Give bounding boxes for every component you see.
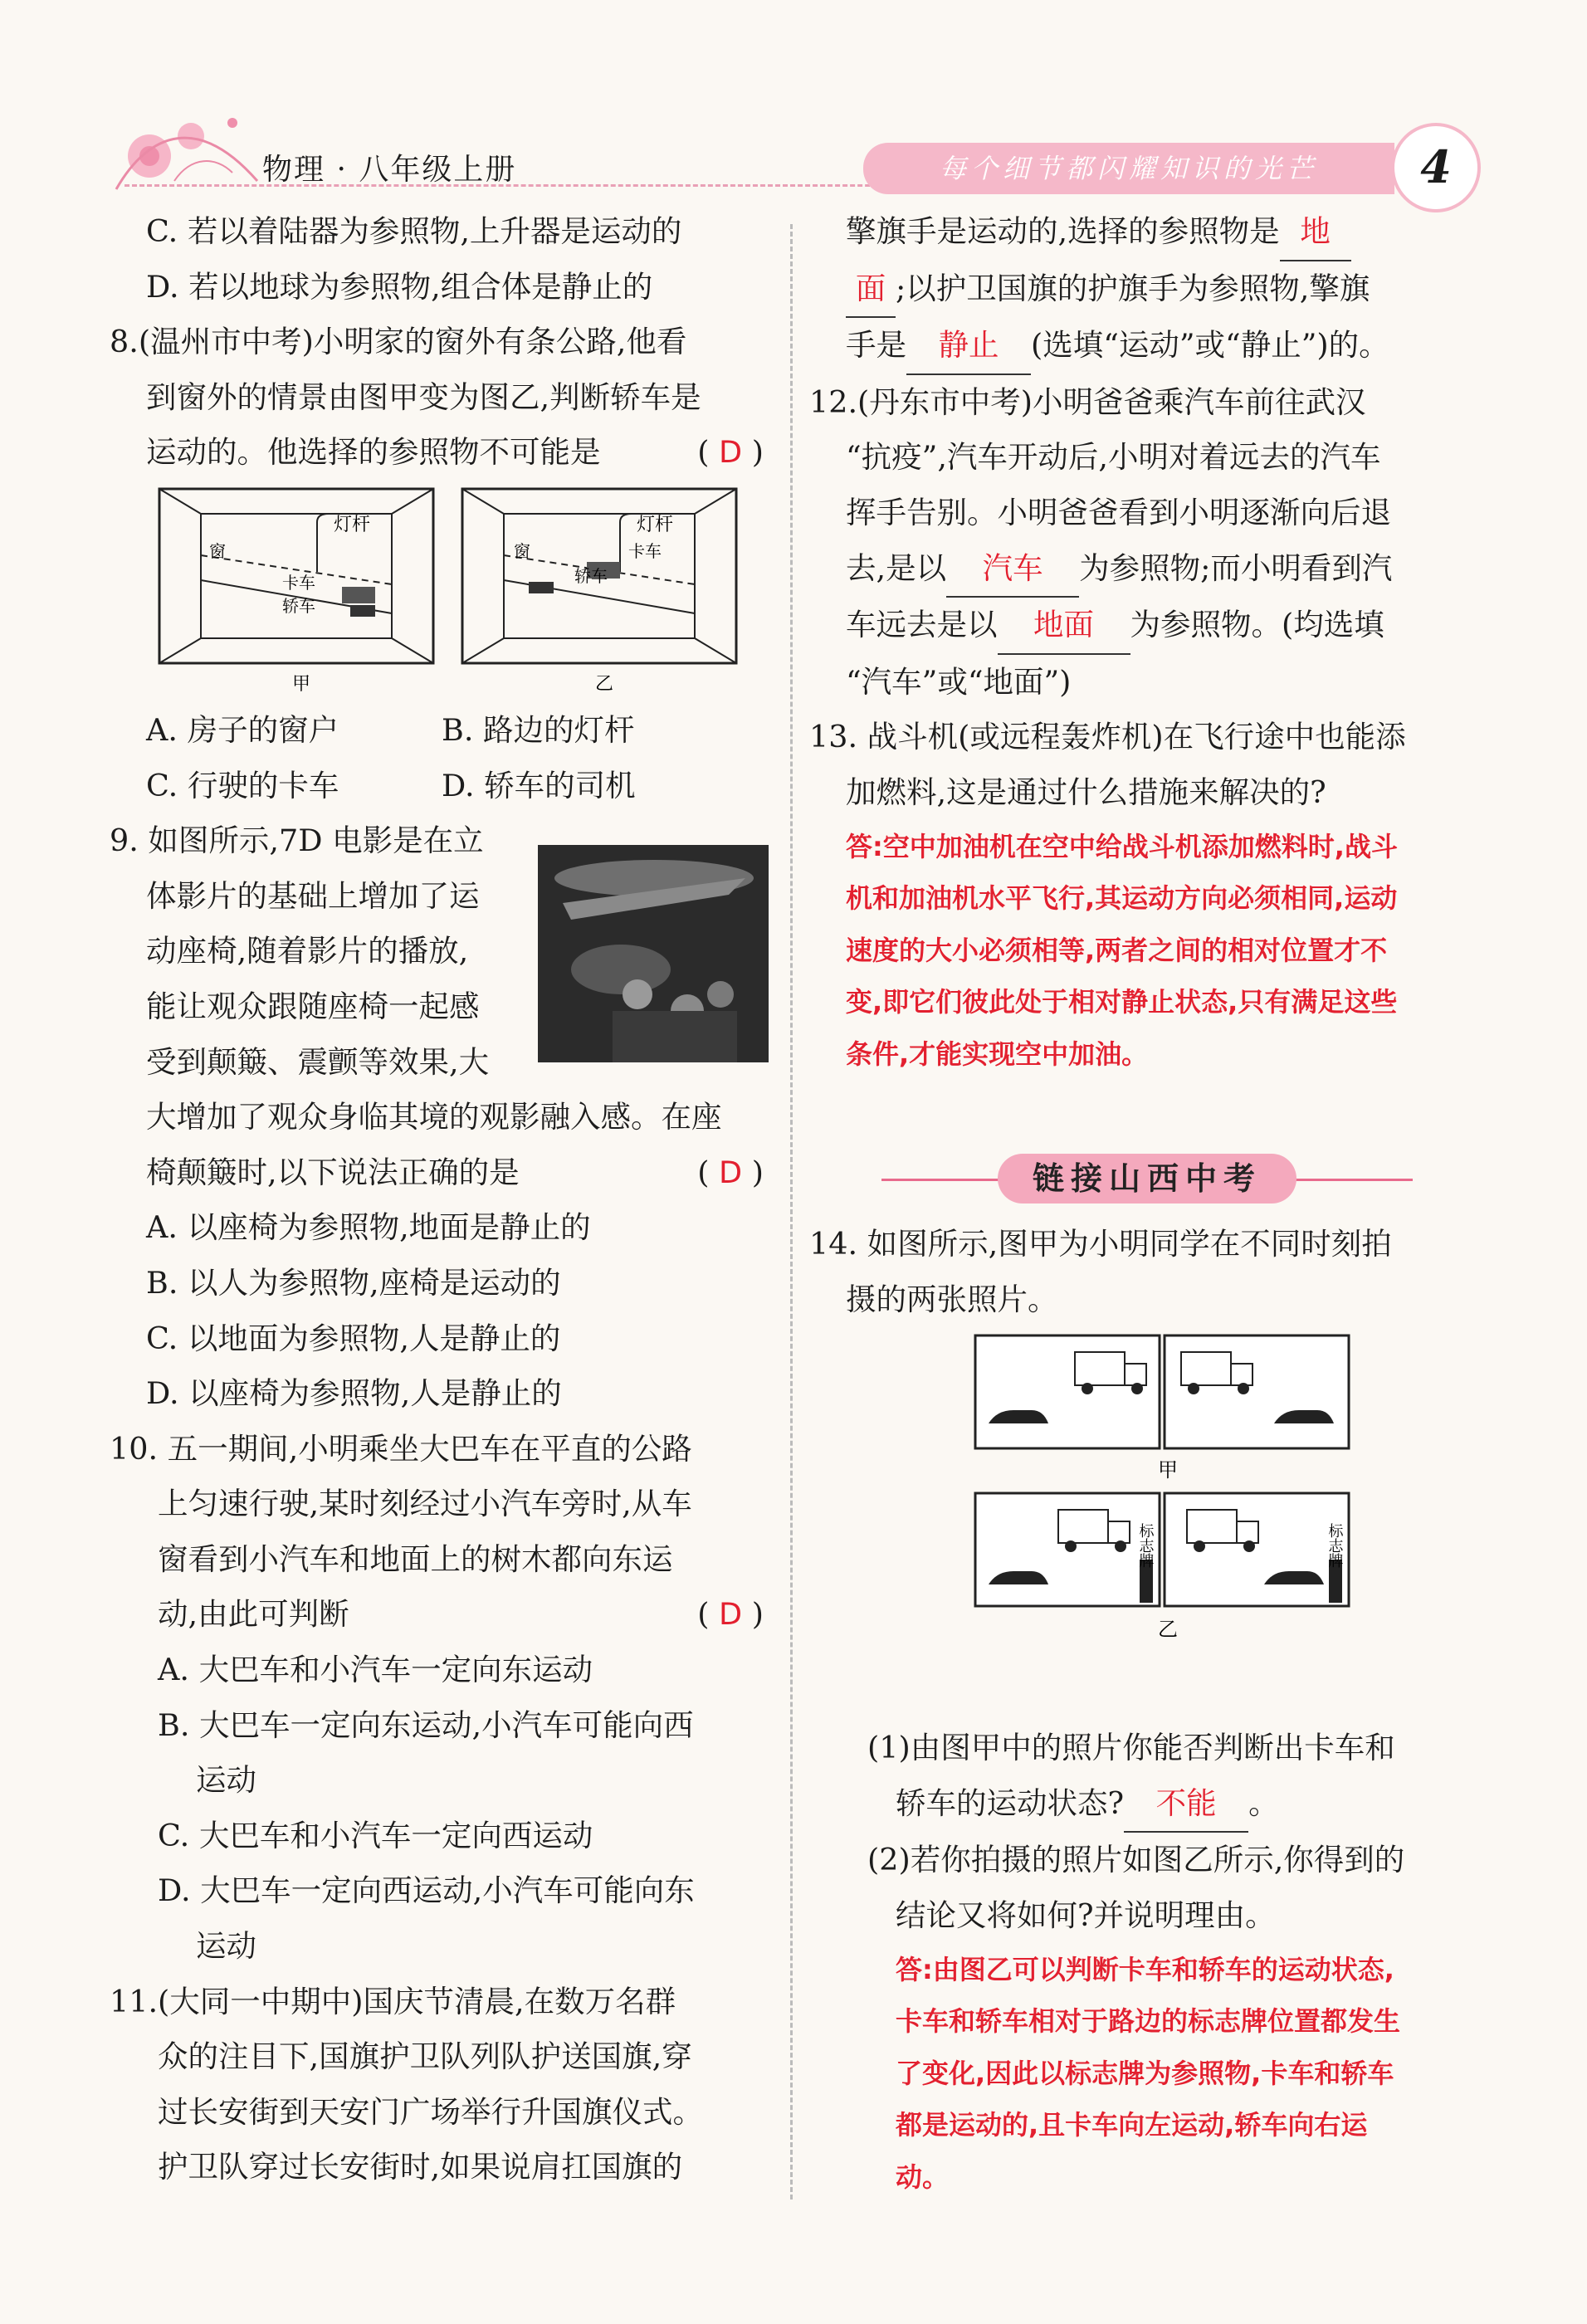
q8-label-pole-jia: 灯杆 xyxy=(334,514,371,535)
section-header xyxy=(881,1154,1413,1204)
q8-option-c: C. 行驶的卡车 xyxy=(146,767,339,803)
right-column xyxy=(809,204,1490,1080)
q11-stem-6: 面 ;以护卫国旗的护旗手为参照物,擎旗 xyxy=(809,261,1490,319)
q9-stem-3: 动座椅,随着影片的播放, xyxy=(146,933,469,969)
q8-label-pole-yi: 灯杆 xyxy=(637,514,674,535)
q8-options-cd xyxy=(110,759,774,814)
q9-stem-2: 体影片的基础上增加了运 xyxy=(146,877,480,914)
q11-answer-blank-1a: 地 xyxy=(1280,204,1351,261)
q11-stem-3: 过长安街到天安门广场举行升国旗仪式。 xyxy=(158,2093,703,2130)
q11-answer-blank-1b: 面 xyxy=(846,261,896,319)
header-slogan: 每个细节都闪耀知识的光芒 xyxy=(863,143,1394,194)
q8-option-a: A. 房子的窗户 xyxy=(146,711,339,748)
page-number: 4 xyxy=(1391,123,1481,212)
q8-option-d: D. 轿车的司机 xyxy=(442,767,636,803)
q14-answer-line: 了变化,因此以标志牌为参照物,卡车和轿车 xyxy=(896,2057,1394,2089)
q9-stem-4: 能让观众跟随座椅一起感 xyxy=(146,988,480,1024)
q12-answer-blank-1: 汽车 xyxy=(946,541,1079,598)
q9-stem-7: 椅颠簸时,以下说法正确的是 ( D ) xyxy=(146,1154,764,1190)
q9-stem-5: 受到颠簸、震颤等效果,大 xyxy=(146,1043,490,1080)
q12-stem-3: 挥手告别。小明爸爸看到小明逐渐向后退 xyxy=(846,494,1391,530)
q11-stem-1: 11.(大同一中期中)国庆节清晨,在数万名群 xyxy=(110,1983,676,2019)
q8-stem-3: 运动的。他选择的参照物不可能是 ( D ) xyxy=(146,434,764,471)
q12-stem-1: 12.(丹东市中考)小明爸爸乘汽车前往武汉 xyxy=(809,383,1366,420)
q14-photo-yi-2 xyxy=(1165,1493,1349,1606)
q9-option-a: A. 以座椅为参照物,地面是静止的 xyxy=(146,1209,591,1246)
q9-stem-1: 9. 如图所示,7D 电影是在立 xyxy=(110,823,484,859)
q14-figure xyxy=(809,1327,1490,1721)
q10-option-d-2: 运动 xyxy=(196,1928,256,1965)
q8-label-truck-jia: 卡车 xyxy=(282,572,315,593)
q10-option-b-1: B. 大巴车一定向东运动,小汽车可能向西 xyxy=(158,1706,694,1743)
q11-stem-4: 护卫队穿过长安街时,如果说肩扛国旗的 xyxy=(158,2149,683,2185)
q11-answer-blank-2: 静止 xyxy=(906,318,1031,375)
right-column-lower xyxy=(809,1217,1490,2203)
q11-stem-7: 手是 静止 (选填“运动”或“静止”)的。 xyxy=(809,318,1490,375)
q14-photo-jia-1 xyxy=(975,1335,1160,1448)
q8-stem-1: 8.(温州市中考)小明家的窗外有条公路,他看 xyxy=(110,324,687,360)
q13-stem-1: 13. 战斗机(或远程轰炸机)在飞行途中也能添 xyxy=(809,719,1406,755)
q9-stem-6: 大增加了观众身临其境的观影融入感。在座 xyxy=(146,1099,722,1135)
q12-stem-6: “汽车”或“地面”) xyxy=(846,663,1072,700)
q14-answer-blank: 不能 xyxy=(1124,1776,1248,1833)
q8-label-window-jia: 窗 xyxy=(209,540,226,561)
q14-sign-label-2: 标志牌 xyxy=(1326,1523,1344,1569)
q10-answer: D xyxy=(719,1596,743,1633)
q14-stem-2: 摄的两张照片。 xyxy=(846,1281,1058,1317)
floral-ornament-icon xyxy=(100,98,266,206)
q12-stem-2: “抗疫”,汽车开动后,小明对着远去的汽车 xyxy=(846,439,1381,476)
q9-option-d: D. 以座椅为参照物,人是静止的 xyxy=(146,1375,562,1412)
q14-answer-line: 答:由图乙可以判断卡车和轿车的运动状态, xyxy=(896,1953,1394,1985)
q14-answer-line: 动。 xyxy=(896,2160,950,2193)
left-column xyxy=(110,204,774,2195)
q8-label-car-yi: 轿车 xyxy=(574,565,608,586)
q8-label-window-yi: 窗 xyxy=(514,540,530,561)
q8-answer: D xyxy=(719,434,743,471)
q14-answer-line: 卡车和轿车相对于路边的标志牌位置都发生 xyxy=(896,2005,1401,2038)
q14-label-yi: 乙 xyxy=(1158,1618,1178,1642)
q14-part2-2: 结论又将如何?并说明理由。 xyxy=(896,1897,1276,1933)
q9-option-b: B. 以人为参照物,座椅是运动的 xyxy=(146,1264,561,1301)
q14-photo-jia-2 xyxy=(1165,1335,1349,1448)
q8-figure xyxy=(110,481,774,703)
q10-option-d-1: D. 大巴车一定向西运动,小汽车可能向东 xyxy=(158,1872,695,1909)
q14-part1-2: 轿车的运动状态? 不能 。 xyxy=(809,1776,1490,1833)
cinema-photo xyxy=(538,845,769,1062)
q8-label-jia: 甲 xyxy=(292,673,311,695)
q10-stem-3: 窗看到小汽车和地面上的树木都向东运 xyxy=(158,1540,673,1577)
q13-stem-2: 加燃料,这是通过什么措施来解决的? xyxy=(846,774,1326,810)
q14-sign-label-1: 标志牌 xyxy=(1136,1523,1155,1569)
q14-stem-1: 14. 如图所示,图甲为小明同学在不同时刻拍 xyxy=(809,1226,1392,1262)
q13-answer-line: 条件,才能实现空中加油。 xyxy=(846,1038,1149,1070)
book-title: 物理 · 八年级上册 xyxy=(262,153,517,187)
q10-option-b-2: 运动 xyxy=(196,1762,256,1799)
q9-option-c: C. 以地面为参照物,人是静止的 xyxy=(146,1320,561,1356)
q14-photo-yi-1 xyxy=(975,1493,1160,1606)
q8-label-car-jia: 轿车 xyxy=(282,595,315,616)
q7-option-d: D. 若以地球为参照物,组合体是静止的 xyxy=(146,268,653,305)
q8-options-ab xyxy=(110,703,774,759)
q11-stem-5: 擎旗手是运动的,选择的参照物是 地 xyxy=(809,204,1490,261)
q14-answer xyxy=(809,1944,1490,2204)
q10-stem-1: 10. 五一期间,小明乘坐大巴车在平直的公路 xyxy=(110,1430,692,1467)
q14-label-jia: 甲 xyxy=(1158,1458,1178,1482)
q10-option-a: A. 大巴车和小汽车一定向东运动 xyxy=(158,1652,593,1688)
q13-answer-line: 答:空中加油机在空中给战斗机添加燃料时,战斗 xyxy=(846,830,1398,862)
section-title: 链接山西中考 xyxy=(998,1154,1296,1204)
q8-label-truck-yi: 卡车 xyxy=(628,540,662,561)
q14-part2-1: (2)若你拍摄的照片如图乙所示,你得到的 xyxy=(867,1842,1405,1878)
q8-stem-2: 到窗外的情景由图甲变为图乙,判断轿车是 xyxy=(146,378,701,415)
q7-option-c: C. 若以着陆器为参照物,上升器是运动的 xyxy=(146,213,682,249)
q13-answer-line: 变,即它们彼此处于相对静止状态,只有满足这些 xyxy=(846,986,1398,1018)
q13-answer-line: 速度的大小必须相等,两者之间的相对位置才不 xyxy=(846,934,1388,966)
q11-stem-2: 众的注目下,国旗护卫队列队护送国旗,穿 xyxy=(158,2038,692,2075)
q8-option-b: B. 路边的灯杆 xyxy=(442,711,635,748)
q8-label-yi: 乙 xyxy=(595,673,614,695)
q10-option-c: C. 大巴车和小汽车一定向西运动 xyxy=(158,1817,593,1853)
q10-stem-4: 动,由此可判断 ( D ) xyxy=(158,1596,764,1633)
q13-answer xyxy=(809,821,1490,1081)
q9-answer: D xyxy=(719,1154,743,1190)
q13-answer-line: 机和加油机水平飞行,其运动方向必须相同,运动 xyxy=(846,882,1398,915)
q10-stem-2: 上匀速行驶,某时刻经过小汽车旁时,从车 xyxy=(158,1486,692,1522)
column-divider xyxy=(790,224,793,2200)
q14-part1-1: (1)由图甲中的照片你能否判断出卡车和 xyxy=(867,1730,1395,1766)
q12-stem-5: 车远去是以 地面 为参照物。(均选填 xyxy=(809,598,1490,655)
q12-answer-blank-2: 地面 xyxy=(998,598,1130,655)
q14-answer-line: 都是运动的,且卡车向左运动,轿车向右运 xyxy=(896,2109,1368,2141)
q12-stem-4: 去,是以 汽车 为参照物;而小明看到汽 xyxy=(809,541,1490,598)
